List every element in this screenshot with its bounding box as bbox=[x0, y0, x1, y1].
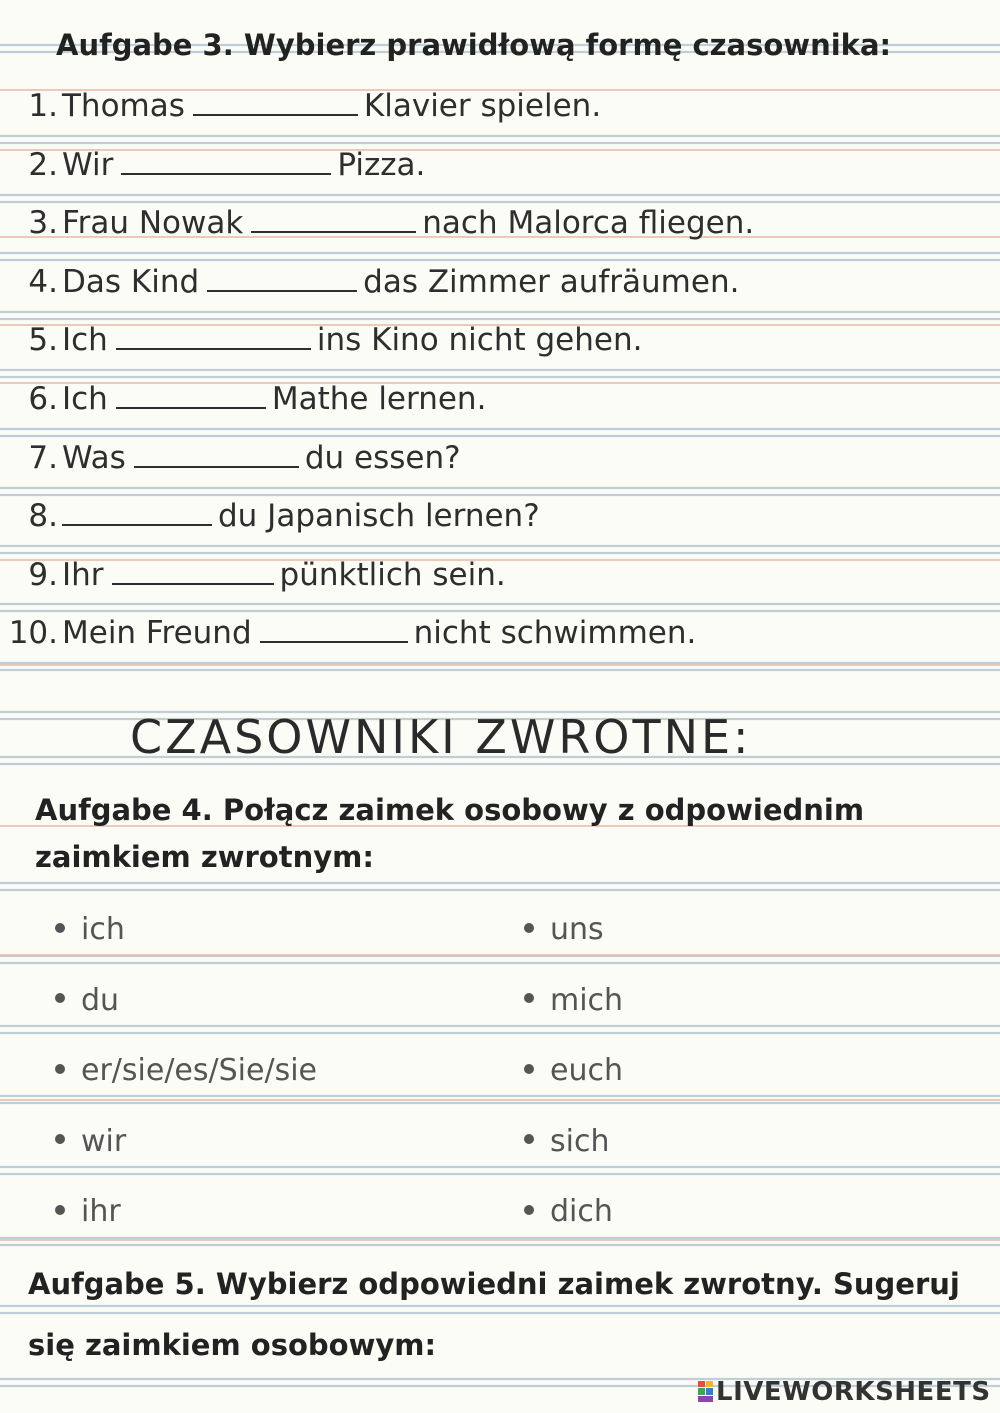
bullet-icon bbox=[524, 993, 534, 1003]
item-text-after: du essen? bbox=[304, 439, 461, 476]
item-text-after: du Japanisch lernen? bbox=[218, 498, 540, 535]
item-number: 2. bbox=[28, 146, 58, 183]
personal-pronoun-item-label: du bbox=[81, 982, 120, 1018]
logo-text: LIVEWORKSHEETS bbox=[716, 1377, 991, 1407]
bullet-icon bbox=[524, 1064, 534, 1074]
item-text-after: Mathe lernen. bbox=[271, 381, 487, 417]
liveworksheets-logo[interactable] bbox=[698, 1377, 991, 1407]
exercise-item bbox=[6, 381, 486, 417]
item-number: 3. bbox=[28, 205, 58, 242]
reflexive-pronoun-item[interactable] bbox=[524, 912, 604, 947]
exercise-item bbox=[6, 147, 425, 183]
item-text-before: Das Kind bbox=[62, 263, 200, 300]
answer-blank[interactable] bbox=[251, 207, 416, 233]
personal-pronoun-item[interactable] bbox=[55, 1053, 317, 1088]
answer-blank[interactable] bbox=[112, 559, 274, 585]
answer-blank[interactable] bbox=[121, 149, 331, 175]
bullet-icon bbox=[524, 1134, 534, 1144]
item-text-before: Ich bbox=[62, 322, 108, 359]
aufgabe5-title-line2: się zaimkiem osobowym: bbox=[28, 1328, 437, 1362]
exercise-item bbox=[6, 322, 642, 358]
exercise-item bbox=[6, 205, 754, 241]
personal-pronoun-item[interactable] bbox=[55, 983, 119, 1018]
bullet-icon bbox=[55, 923, 65, 933]
reflexive-pronoun-item-label: uns bbox=[550, 912, 604, 947]
item-number: 5. bbox=[28, 322, 58, 359]
item-number: 6. bbox=[28, 381, 58, 417]
aufgabe4-title-line2: zaimkiem zwrotnym: bbox=[35, 840, 374, 874]
answer-blank[interactable] bbox=[134, 442, 299, 468]
personal-pronoun-item[interactable] bbox=[55, 1124, 126, 1159]
answer-blank[interactable] bbox=[193, 90, 358, 116]
answer-blank[interactable] bbox=[116, 324, 311, 350]
item-text-after: nach Malorca fliegen. bbox=[422, 205, 755, 242]
aufgabe5-title-line1: Aufgabe 5. Wybierz odpowiedni zaimek zwrotny. Sugeruj bbox=[28, 1267, 960, 1301]
reflexive-pronoun-item-label: mich bbox=[550, 982, 624, 1018]
aufgabe3-title: Aufgabe 3. Wybierz prawidłową formę czasownika: bbox=[56, 28, 892, 62]
reflexive-pronoun-item-label: euch bbox=[550, 1053, 623, 1088]
item-text-after: Pizza. bbox=[337, 146, 426, 183]
exercise-item bbox=[6, 440, 461, 476]
reflexive-pronoun-item-label: dich bbox=[550, 1194, 613, 1229]
exercise-item bbox=[6, 264, 739, 300]
personal-pronoun-item-label: er/sie/es/Sie/sie bbox=[81, 1053, 317, 1088]
item-text-after: das Zimmer aufräumen. bbox=[363, 263, 740, 300]
answer-blank[interactable] bbox=[116, 383, 266, 409]
item-number: 9. bbox=[28, 556, 58, 593]
bullet-icon bbox=[55, 993, 65, 1003]
item-number: 1. bbox=[28, 88, 58, 124]
item-text-before: Was bbox=[62, 439, 126, 476]
exercise-item bbox=[6, 498, 540, 534]
reflexive-pronoun-item[interactable] bbox=[524, 983, 623, 1018]
item-text-after: nicht schwimmen. bbox=[413, 615, 697, 652]
bullet-icon bbox=[55, 1205, 65, 1215]
personal-pronoun-item-label: ihr bbox=[81, 1194, 121, 1229]
item-text-before: Wir bbox=[62, 146, 114, 183]
item-number: 4. bbox=[28, 263, 58, 300]
item-text-after: Klavier spielen. bbox=[363, 88, 602, 124]
item-number: 8. bbox=[28, 498, 58, 535]
personal-pronoun-item[interactable] bbox=[55, 912, 125, 947]
personal-pronoun-item-label: wir bbox=[81, 1123, 127, 1159]
item-text-after: pünktlich sein. bbox=[279, 556, 506, 593]
exercise-item bbox=[6, 88, 601, 124]
answer-blank[interactable] bbox=[62, 500, 212, 526]
item-number: 7. bbox=[28, 439, 58, 476]
reflexive-pronoun-item[interactable] bbox=[524, 1053, 623, 1088]
liveworksheets-logo-icon bbox=[698, 1380, 714, 1402]
item-text-after: ins Kino nicht gehen. bbox=[316, 322, 643, 359]
section-title: CZASOWNIKI ZWROTNE: bbox=[130, 710, 752, 764]
exercise-item bbox=[6, 557, 506, 593]
reflexive-pronoun-item[interactable] bbox=[524, 1124, 609, 1159]
aufgabe4-title-line1: Aufgabe 4. Połącz zaimek osobowy z odpowiednim bbox=[35, 793, 865, 827]
reflexive-pronoun-item[interactable] bbox=[524, 1194, 613, 1229]
exercise-item bbox=[6, 615, 696, 651]
bullet-icon bbox=[524, 1205, 534, 1215]
personal-pronoun-item[interactable] bbox=[55, 1194, 121, 1229]
item-number: 10. bbox=[8, 615, 58, 652]
item-text-before: Thomas bbox=[62, 88, 185, 124]
personal-pronoun-item-label: ich bbox=[81, 912, 125, 947]
item-text-before: Frau Nowak bbox=[62, 205, 244, 242]
item-text-before: Ihr bbox=[62, 556, 104, 593]
answer-blank[interactable] bbox=[260, 617, 408, 643]
item-text-before: Ich bbox=[62, 381, 108, 417]
reflexive-pronoun-item-label: sich bbox=[550, 1123, 610, 1159]
bullet-icon bbox=[55, 1064, 65, 1074]
bullet-icon bbox=[55, 1134, 65, 1144]
bullet-icon bbox=[524, 923, 534, 933]
item-text-before: Mein Freund bbox=[62, 615, 252, 652]
answer-blank[interactable] bbox=[207, 266, 357, 292]
